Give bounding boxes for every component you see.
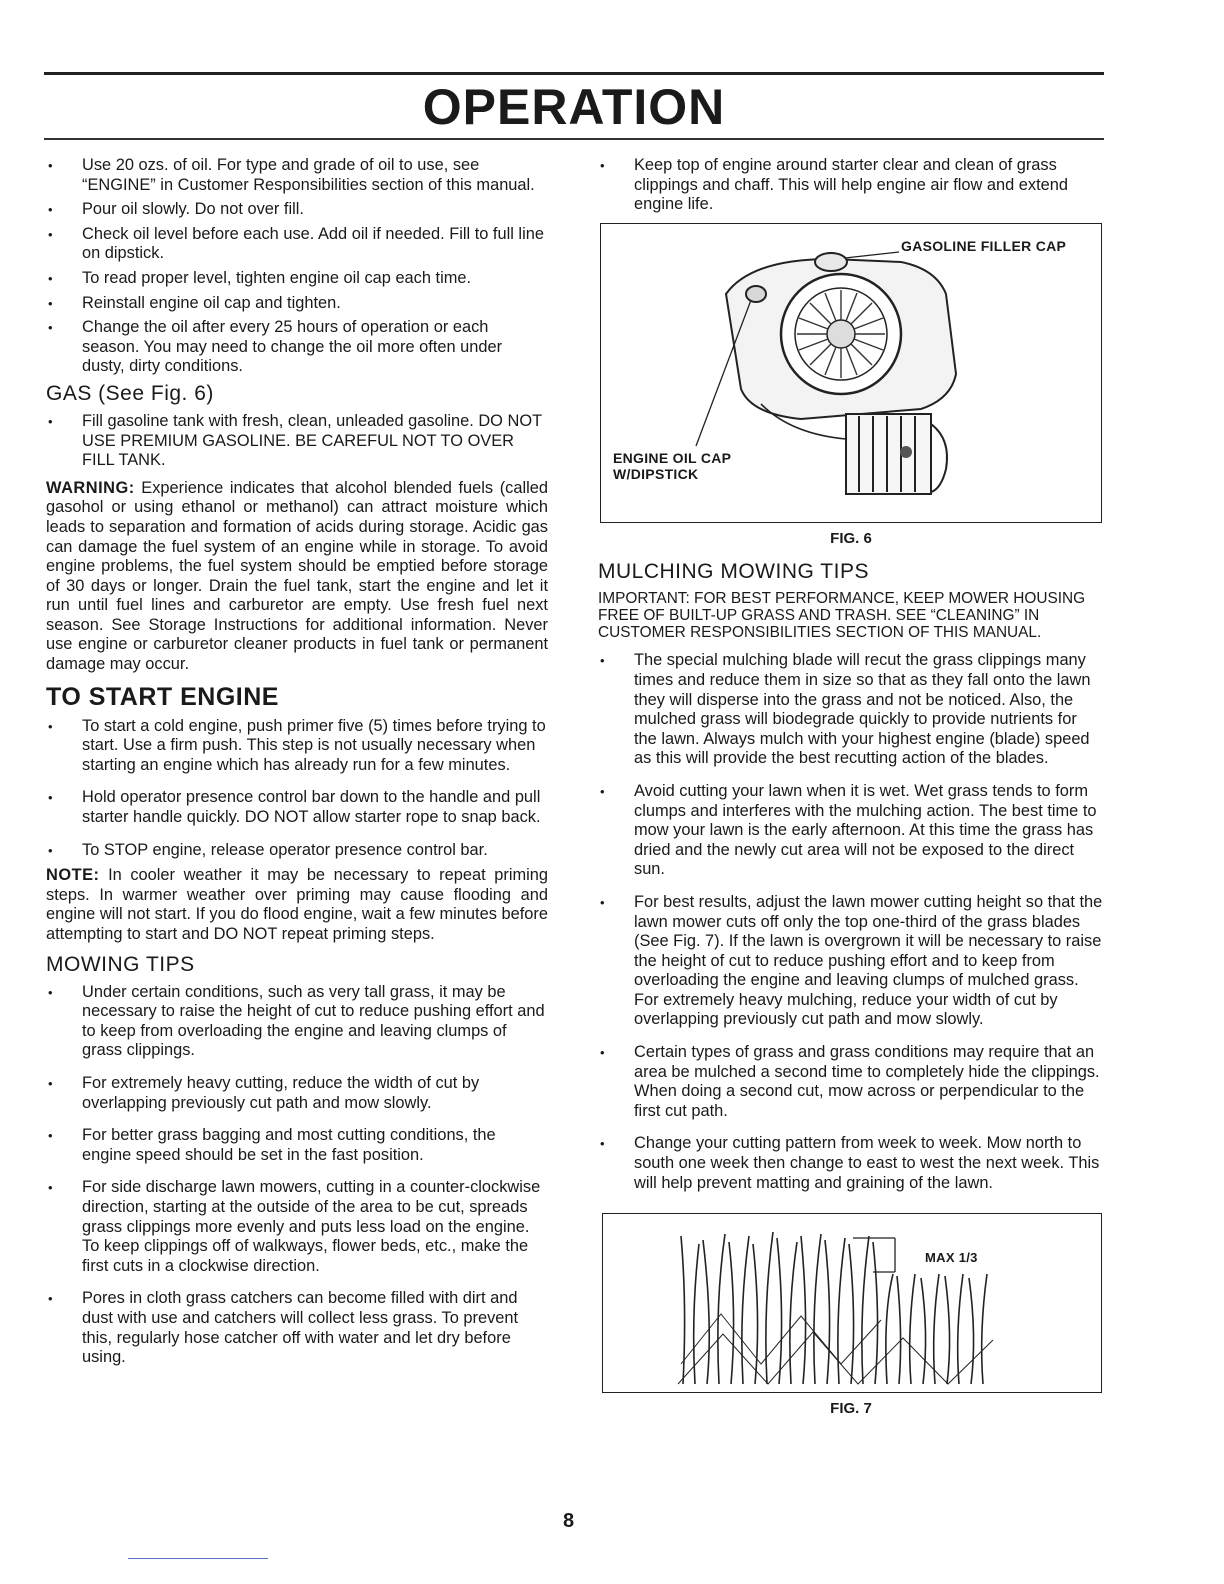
list-item: • To read proper level, tighten engine oil cap each time. [48,268,472,287]
bullet-icon: • [48,790,53,806]
gas-cap-leader [845,252,899,258]
bullet-icon: • [600,1045,605,1061]
bullet-icon: • [600,653,605,669]
gas-heading: GAS (See Fig. 6) [46,381,214,405]
fig6-engine-diagram [600,223,1102,523]
bullet-icon: • [48,158,53,173]
max-one-third-label: MAX 1/3 [925,1250,978,1266]
bullet-icon: • [48,1291,53,1307]
oil-cap-shape [746,286,766,302]
bullet-icon: • [600,783,605,799]
bullet-icon: • [600,1136,605,1152]
list-item: • For best results, adjust the lawn mower cutting height so that the lawn mower cuts off only the top one-third of the grass blades (See Fig. 7). If the lawn is overgrown it will be necessary to raise the height of cut to reduce pushing effort and to keep from overloading the engine and leaving clumps of mulched grass. For extremely heavy mulching, reduce your width of cut by overlapping previously cut path and mow slowly. [600,892,1103,1029]
list-item: • Use 20 ozs. of oil. For type and grade of oil to use, see “ENGINE” in Customer Responsibilities section of this manual. [48,156,535,194]
list-item: • Certain types of grass and grass conditions may require that an area be mulched a second time to completely hide the clippings. When doing a second cut, mow across or perpendicular to the first cut path. [600,1043,1100,1120]
bullet-icon: • [600,158,605,173]
grass-illustration [603,1214,1099,1390]
list-item: • To start a cold engine, push primer five (5) times before trying to start. Use a firm push. This step is not usually necessary when starting an engine which has already run for a few minutes. [48,716,546,774]
gas-cap-shape [815,253,847,271]
bullet-icon: • [48,718,53,734]
list-item: • To STOP engine, release operator presence control bar. [48,840,488,859]
list-item: • Under certain conditions, such as very tall grass, it may be necessary to raise the height of cut to reduce pushing effort and to keep from overloading the engine and leaving clumps of grass clippings. [48,982,545,1060]
list-item: • Hold operator presence control bar down to the handle and pull starter handle quickly. DO NOT allow starter rope to snap back. [48,788,541,827]
muffler-shape [931,424,947,492]
list-item: • For side discharge lawn mowers, cutting in a counter-clockwise direction, starting at the outside of the area to be cut, spreads grass clippings more evenly and puts less load on the engine. To keep clippings off of walkways, flower beds, etc., make the first cuts in a clockwise direction. [48,1178,541,1275]
list-item: • The special mulching blade will recut the grass clippings many times and reduce them in size so that as they fall onto the lawn they will disperse into the grass and not be noticed. Also, the mulched grass will biodegrade quickly to provide nutrients for the lawn. Always mulch with your highest engine (blade) speed as this will provide the best recutting action of the blades. [600,651,1091,768]
start-engine-heading: TO START ENGINE [46,682,279,711]
list-item: • Pour oil slowly. Do not over fill. [48,200,304,219]
note-label: NOTE: [46,866,100,885]
list-item: • Avoid cutting your lawn when it is wet. Wet grass tends to form clumps and interferes with the mulching action. The best time to mow your lawn is the early afternoon. At this time the grass has dried and the newly cut area will not be exposed to the direct sun. [600,781,1097,879]
engine-oil-cap-label: ENGINE OIL CAP W/DIPSTICK [613,449,732,482]
list-item: • Fill gasoline tank with fresh, clean, unleaded gasoline. DO NOT USE PREMIUM GASOLINE. BE CAREFUL NOT TO OVER FILL TANK. [48,411,542,470]
title-rule [44,138,1104,140]
list-item: • For extremely heavy cutting, reduce the width of cut by overlapping previously cut path and mow slowly. [48,1073,480,1112]
list-item: • Pores in cloth grass catchers can become filled with dirt and dust with use and catchers will collect less grass. To prevent this, regularly hose catcher off with water and let dry before using. [48,1289,519,1367]
fig6-caption: FIG. 6 [830,529,872,547]
oil-list [46,156,548,377]
warning-paragraph [46,479,548,675]
page-number: 8 [563,1510,575,1532]
page-title: OPERATION [422,79,726,135]
fig7-grass-diagram [602,1213,1102,1393]
top-rule [44,72,1104,75]
gasoline-filler-cap-label: GASOLINE FILLER CAP [901,237,1067,254]
list-item: • Reinstall engine oil cap and tighten. [48,293,341,312]
bullet-icon: • [48,270,53,286]
bullet-icon: • [48,984,53,1000]
left-column [46,156,548,1381]
bullet-icon: • [48,295,53,311]
bullet-icon: • [48,413,53,429]
warning-text: Experience indicates that alcohol blended fuels (called gasohol or using ethanol or methanol) can attract moisture which leads to separation and formation of acids during storage. Acidic gas can damage the fuel system of an engine while in storage. To avoid engine problems, the fuel system should be emptied before storage of 30 days or longer. Drain the fuel tank, start the engine and let it run until fuel lines and carburetor are empty. Use fresh fuel next season. See Storage Instructions for additional information. Never use engine or carburetor cleaner products in fuel tank or permanent damage may occur. [46,478,548,674]
warning-label: WARNING: [46,478,135,497]
list-item: • Check oil level before each use. Add oil if needed. Fill to full line on dipstick. [48,224,544,263]
important-notice: IMPORTANT: FOR BEST PERFORMANCE, KEEP MOWER HOUSING FREE OF BUILT-UP GRASS AND TRASH. SEE “CLEANING” IN CUSTOMER RESPONSIBILITIES SECTION OF THIS MANUAL. [598,590,1086,642]
list-item: • Change the oil after every 25 hours of operation or each season. You may need to change the oil more often under dusty, dirty conditions. [48,318,503,376]
bullet-icon: • [48,842,53,858]
mowing-list [46,983,548,1368]
engine-top-list [598,156,1104,215]
bullet-icon: • [48,226,53,242]
bullet-icon: • [48,202,53,218]
bullet-icon: • [48,1128,53,1144]
fan-hub-shape [827,320,855,348]
right-column [598,156,1104,1431]
grass-undergrowth [678,1314,993,1384]
bullet-icon: • [600,894,605,910]
mowing-tips-heading: MOWING TIPS [46,952,195,976]
list-item: • For better grass bagging and most cutting conditions, the engine speed should be set in the fast position. [48,1126,496,1164]
mulching-tips-heading: MULCHING MOWING TIPS [598,560,869,584]
mulching-list [598,651,1104,1193]
note-text: In cooler weather it may be necessary to repeat priming steps. In warmer weather over priming may cause flooding and engine will not start. If you do flood engine, wait a few minutes before attempting to start and DO NOT repeat priming steps. [46,866,548,943]
fig7-caption: FIG. 7 [830,1400,872,1418]
note-paragraph [46,866,548,944]
list-item: • Keep top of engine around starter clear and clean of grass clippings and chaff. This will help engine air flow and extend engine life. [600,156,1069,214]
start-list [46,717,548,861]
bullet-icon: • [48,1075,53,1091]
bullet-icon: • [48,1180,53,1196]
spark-plug-shape [900,446,912,458]
gas-list [46,412,548,471]
footer-line [128,1558,268,1559]
list-item: • Change your cutting pattern from week to week. Mow north to south one week then change to east to west the next week. This will help prevent matting and graining of the lawn. [600,1134,1100,1192]
bullet-icon: • [48,320,53,336]
